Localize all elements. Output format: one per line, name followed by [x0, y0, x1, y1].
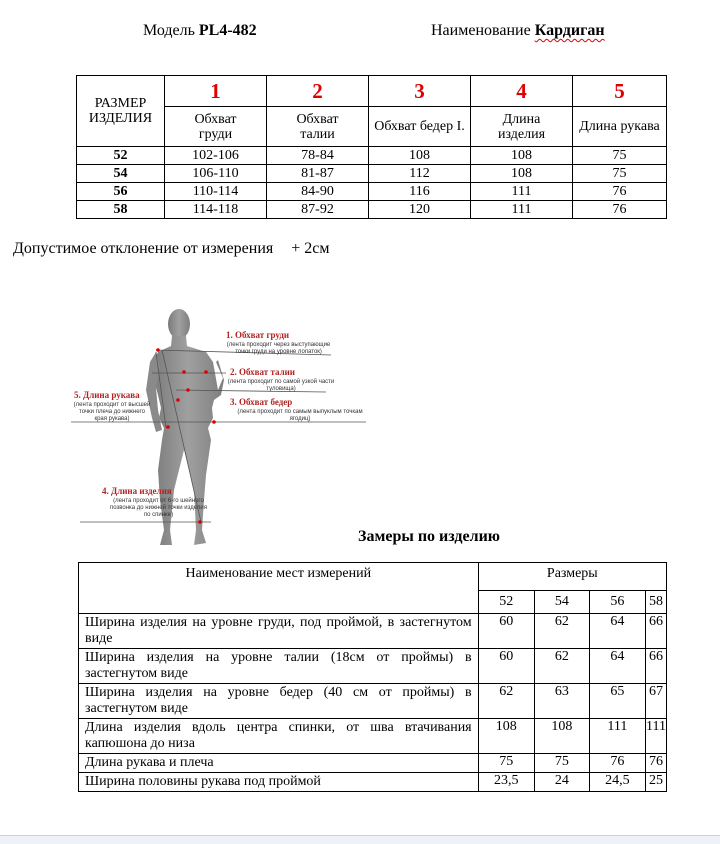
figure-sub-hips: (лента проходит по самым выпуклым точкам ягодиц) — [237, 409, 363, 422]
meas-row-name: Длина изделия вдоль центра спинки, от шва втачивания капюшона до низа — [79, 719, 479, 754]
meas-value: 111 — [589, 719, 645, 754]
meas-value: 62 — [534, 649, 589, 684]
table-row — [79, 773, 667, 792]
meas-value: 108 — [534, 719, 589, 754]
meas-sizes-header: Размеры — [478, 563, 666, 591]
value-cell: 78-84 — [267, 147, 369, 165]
size-cell: 58 — [77, 201, 165, 219]
meas-value: 60 — [478, 649, 534, 684]
col-header-sleeve: Длина рукава — [573, 107, 667, 147]
measurement-figure — [66, 300, 376, 555]
meas-value: 67 — [646, 684, 667, 719]
table-row — [79, 719, 667, 754]
name-line — [431, 22, 605, 40]
meas-size-54: 54 — [534, 591, 589, 614]
meas-value: 111 — [646, 719, 667, 754]
measurement-table — [78, 562, 667, 792]
name-value: Кардиган — [534, 22, 605, 39]
figure-label-length: 4. Длина изделия — [102, 486, 172, 496]
tolerance-value: + 2см — [291, 240, 330, 257]
value-cell: 111 — [471, 183, 573, 201]
value-cell: 84-90 — [267, 183, 369, 201]
meas-value: 75 — [534, 754, 589, 773]
meas-size-56: 56 — [589, 591, 645, 614]
value-cell: 75 — [573, 147, 667, 165]
figure-sub-chest: (лента проходит через выступающие точки груди на уровне лопаток) — [226, 342, 331, 355]
value-cell: 102-106 — [165, 147, 267, 165]
value-cell: 87-92 — [267, 201, 369, 219]
figure-sub-length: (лента проходит от 6-го шейного позвонка до нижней точки изделия по спинке) — [109, 498, 208, 518]
value-cell: 120 — [369, 201, 471, 219]
model-line — [143, 22, 257, 40]
table-row — [79, 649, 667, 684]
meas-value: 62 — [478, 684, 534, 719]
tolerance-text: Допустимое отклонение от измерения — [13, 240, 274, 257]
value-cell: 112 — [369, 165, 471, 183]
value-cell: 76 — [573, 201, 667, 219]
size-corner-label: РАЗМЕР ИЗДЕЛИЯ — [77, 76, 165, 147]
meas-row-name: Ширина изделия на уровне бедер (40 см от проймы) в застегнутом виде — [79, 684, 479, 719]
meas-value: 76 — [589, 754, 645, 773]
meas-value: 64 — [589, 614, 645, 649]
col-header-chest: Обхват груди — [165, 107, 267, 147]
value-cell: 116 — [369, 183, 471, 201]
meas-value: 63 — [534, 684, 589, 719]
meas-value: 23,5 — [478, 773, 534, 792]
col-header-hips: Обхват бедер I. — [369, 107, 471, 147]
size-cell: 54 — [77, 165, 165, 183]
meas-size-58: 58 — [646, 591, 667, 614]
value-cell: 108 — [471, 165, 573, 183]
meas-value: 24,5 — [589, 773, 645, 792]
table-row — [77, 183, 667, 201]
meas-row-name: Длина рукава и плеча — [79, 754, 479, 773]
col-number-2: 2 — [267, 76, 369, 107]
figure-label-chest: 1. Обхват груди — [226, 330, 290, 340]
value-cell: 114-118 — [165, 201, 267, 219]
meas-value: 76 — [646, 754, 667, 773]
col-number-1: 1 — [165, 76, 267, 107]
meas-size-52: 52 — [478, 591, 534, 614]
model-label: Модель — [143, 22, 195, 39]
meas-value: 62 — [534, 614, 589, 649]
size-cell: 56 — [77, 183, 165, 201]
value-cell: 108 — [369, 147, 471, 165]
col-header-length: Длина изделия — [471, 107, 573, 147]
figure-label-hips: 3. Обхват бедер — [230, 397, 293, 407]
figure-sub-sleeve: (лента проходит от высшей точки плеча до нижнего края рукава) — [73, 402, 151, 422]
value-cell: 108 — [471, 147, 573, 165]
meas-value: 25 — [646, 773, 667, 792]
meas-value: 24 — [534, 773, 589, 792]
meas-value: 75 — [478, 754, 534, 773]
table-row — [77, 201, 667, 219]
table-row — [77, 147, 667, 165]
table-row — [79, 684, 667, 719]
meas-value: 108 — [478, 719, 534, 754]
value-cell: 81-87 — [267, 165, 369, 183]
meas-row-name: Ширина изделия на уровне талии (18см от проймы) в застегнутом виде — [79, 649, 479, 684]
size-cell: 52 — [77, 147, 165, 165]
table-row — [79, 754, 667, 773]
figure-label-waist: 2. Обхват талии — [230, 367, 295, 377]
tolerance-line — [13, 240, 329, 258]
meas-value: 65 — [589, 684, 645, 719]
col-number-5: 5 — [573, 76, 667, 107]
value-cell: 75 — [573, 165, 667, 183]
value-cell: 110-114 — [165, 183, 267, 201]
meas-value: 64 — [589, 649, 645, 684]
table-row — [77, 165, 667, 183]
figure-sub-waist: (лента проходит по самой узкой части туловища) — [227, 379, 335, 392]
meas-row-name: Ширина изделия на уровне груди, под проймой, в застегнутом виде — [79, 614, 479, 649]
col-number-4: 4 — [471, 76, 573, 107]
table-row — [79, 614, 667, 649]
meas-value: 66 — [646, 649, 667, 684]
value-cell: 76 — [573, 183, 667, 201]
name-label: Наименование — [431, 22, 531, 39]
meas-name-header: Наименование мест измерений — [79, 563, 479, 614]
value-cell: 106-110 — [165, 165, 267, 183]
model-value: PL4-482 — [198, 22, 257, 39]
size-table — [76, 75, 667, 219]
meas-row-name: Ширина половины рукава под проймой — [79, 773, 479, 792]
figure-label-sleeve: 5. Длина рукава — [74, 390, 140, 400]
value-cell: 111 — [471, 201, 573, 219]
col-header-waist: Обхват талии — [267, 107, 369, 147]
product-measurements-title: Замеры по изделию — [358, 528, 501, 545]
meas-value: 66 — [646, 614, 667, 649]
col-number-3: 3 — [369, 76, 471, 107]
meas-value: 60 — [478, 614, 534, 649]
